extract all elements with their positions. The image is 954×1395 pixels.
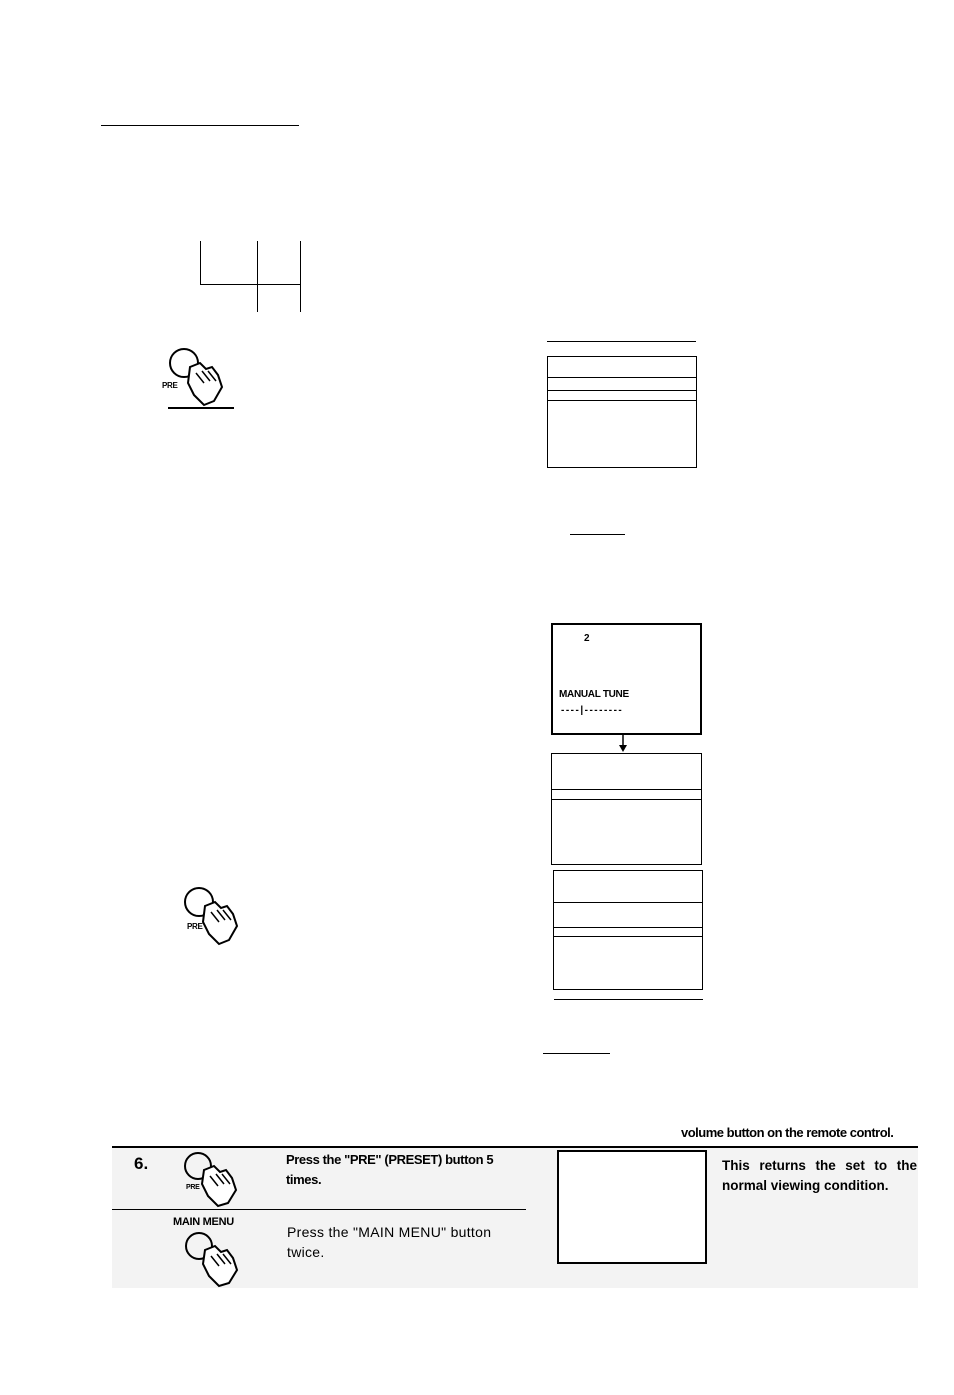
main-menu-label: MAIN MENU xyxy=(173,1216,234,1228)
pre-label: PRE xyxy=(162,381,178,390)
screen-c-bottom-rule xyxy=(554,999,703,1000)
channel-number: 2 xyxy=(584,633,590,644)
pre-label-mid: PRE xyxy=(187,922,203,931)
main-menu-button-icon[interactable] xyxy=(177,1230,267,1292)
screen-step6 xyxy=(557,1150,707,1264)
pre-button-icon-step6[interactable] xyxy=(176,1148,266,1210)
screen-manual-tune xyxy=(551,623,702,735)
instruction-pre: Press the "PRE" (PRESET) button 5 times. xyxy=(286,1152,494,1187)
step6-divider xyxy=(112,1209,526,1210)
pre-label-step6: PRE xyxy=(186,1184,200,1191)
underline-mid xyxy=(570,534,625,535)
pre-button-icon-mid[interactable] xyxy=(177,882,267,952)
pre-button-icon[interactable] xyxy=(160,343,260,413)
screen1 xyxy=(547,356,697,468)
header-rule xyxy=(101,125,299,126)
tuning-scale: ----|-------- xyxy=(561,705,624,716)
underline-low xyxy=(543,1053,610,1054)
pre-underline xyxy=(168,407,234,409)
arrow-down-icon xyxy=(618,735,628,753)
screen-b xyxy=(551,753,702,865)
result-text: This returns the set to the normal viewing condition. xyxy=(722,1158,917,1193)
step-number: 6. xyxy=(134,1154,149,1173)
manual-tune-label: MANUAL TUNE xyxy=(559,689,629,700)
instruction-menu: Press the "MAIN MENU" button twice. xyxy=(287,1224,492,1260)
footer-note: volume button on the remote control. xyxy=(681,1125,894,1140)
screen1-top-rule xyxy=(547,341,696,342)
screen-c xyxy=(553,870,703,990)
